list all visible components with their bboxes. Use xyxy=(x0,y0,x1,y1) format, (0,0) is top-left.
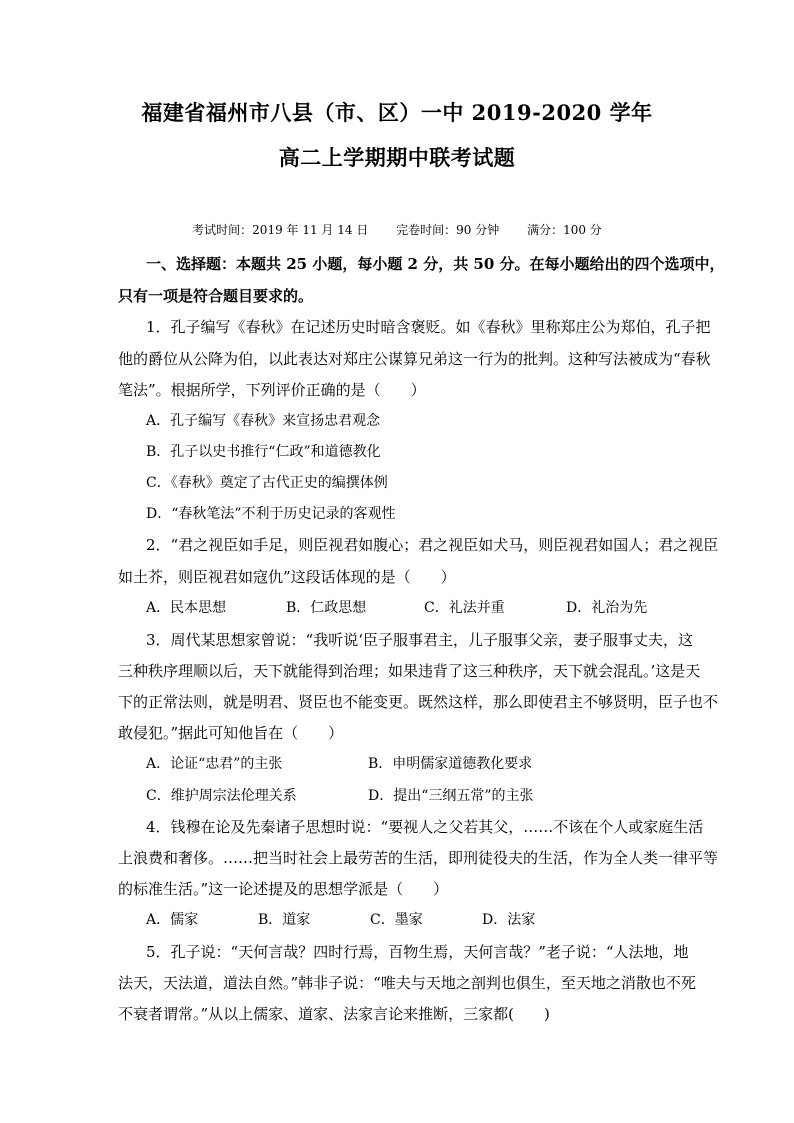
question-4-option-c: C．墨家 xyxy=(370,912,423,928)
exam-title-line2: 高二上学期期中联考试题 xyxy=(278,145,516,170)
question-3-line: 下的正常法则，就是明君、贤臣也不能变更。既然这样，那么即使君主不够贤明，臣子也不 xyxy=(118,693,719,711)
question-1-option-d: D．“春秋笔法”不利于历史记录的客观性 xyxy=(146,506,396,522)
question-1-option-a: A．孔子编写《春秋》来宣扬忠君观念 xyxy=(146,413,381,429)
exam-title-line1: 福建省福州市八县（市、区）一中 2019-2020 学年 xyxy=(141,100,653,125)
question-4-line: 4．钱穆在论及先秦诸子思想时说：“要视人之父若其父，……不该在个人或家庭生活 xyxy=(146,818,704,836)
question-3-option-c: C．维护周宗法伦理关系 xyxy=(146,788,297,804)
question-3-line: 三种秩序理顺以后，天下就能得到治理；如果违背了这三种秩序，天下就会混乱。’这是天 xyxy=(118,662,701,680)
question-2-option-d: D．礼治为先 xyxy=(566,600,648,616)
question-4-option-b: B．道家 xyxy=(258,912,311,928)
question-5-line: 5．孔子说：“天何言哉？四时行焉，百物生焉，天何言哉？”老子说：“人法地，地 xyxy=(146,943,689,961)
question-2-option-a: A．民本思想 xyxy=(146,600,227,616)
question-1-option-b: B．孔子以史书推行“仁政”和道德教化 xyxy=(146,444,381,460)
exam-duration: 完卷时间：90 分钟 xyxy=(396,223,500,237)
question-3-option-b: B．申明儒家道德教化要求 xyxy=(368,756,533,772)
question-5-line: 法天，天法道，道法自然。”韩非子说：“唯夫与天地之剖判也俱生，至天地之消散也不死 xyxy=(118,974,696,992)
question-1-line: 笔法”。根据所学，下列评价正确的是（ ） xyxy=(118,381,426,399)
question-1-line: 他的爵位从公降为伯，以此表达对郑庄公谋算兄弟这一行为的批判。这种写法被成为“春秋 xyxy=(118,350,711,368)
exam-full-score: 满分：100 分 xyxy=(527,223,602,237)
question-2-line: 2．“君之视臣如手足，则臣视君如腹心；君之视臣如犬马，则臣视君如国人；君之视臣 xyxy=(146,536,719,554)
question-3-line: 3．周代某思想家曾说：“我听说‘臣子服事君主，儿子服事父亲，妻子服事丈夫，这 xyxy=(146,631,693,649)
section-heading-cont: 只有一项是符合题目要求的。 xyxy=(118,287,314,305)
exam-date: 考试时间：2019 年 11 月 14 日 xyxy=(192,223,369,237)
exam-meta xyxy=(0,221,794,238)
question-2-option-b: B．仁政思想 xyxy=(286,600,367,616)
question-2-line: 如土芥，则臣视君如寇仇”这段话体现的是（ ） xyxy=(118,568,456,586)
question-4-option-a: A．儒家 xyxy=(146,912,199,928)
question-2-option-c: C．礼法并重 xyxy=(424,600,505,616)
section-heading: 一、选择题：本题共 25 小题，每小题 2 分，共 50 分。在每小题给出的四个选项中， xyxy=(146,255,725,273)
question-4-line: 的标准生活。”这一论述提及的思想学派是（ ） xyxy=(118,880,449,898)
question-3-option-a: A．论证“忠君”的主张 xyxy=(146,756,283,772)
question-4-option-d: D．法家 xyxy=(482,912,536,928)
question-3-option-d: D．提出“三纲五常”的主张 xyxy=(368,788,534,804)
question-1-option-c: C．《春秋》奠定了古代正史的编撰体例 xyxy=(146,475,388,491)
question-1-line: 1．孔子编写《春秋》在记述历史时暗含褒贬。如《春秋》里称郑庄公为郑伯，孔子把 xyxy=(146,318,711,336)
question-5-line: 不衰者谓常。”从以上儒家、道家、法家言论来推断，三家都( ) xyxy=(118,1005,550,1023)
question-4-line: 上浪费和奢侈。……把当时社会上最劳苦的生活，即刑徒役夫的生活，作为全人类一律平等 xyxy=(118,849,719,867)
question-3-line: 敢侵犯。”据此可知他旨在（ ） xyxy=(118,724,344,742)
